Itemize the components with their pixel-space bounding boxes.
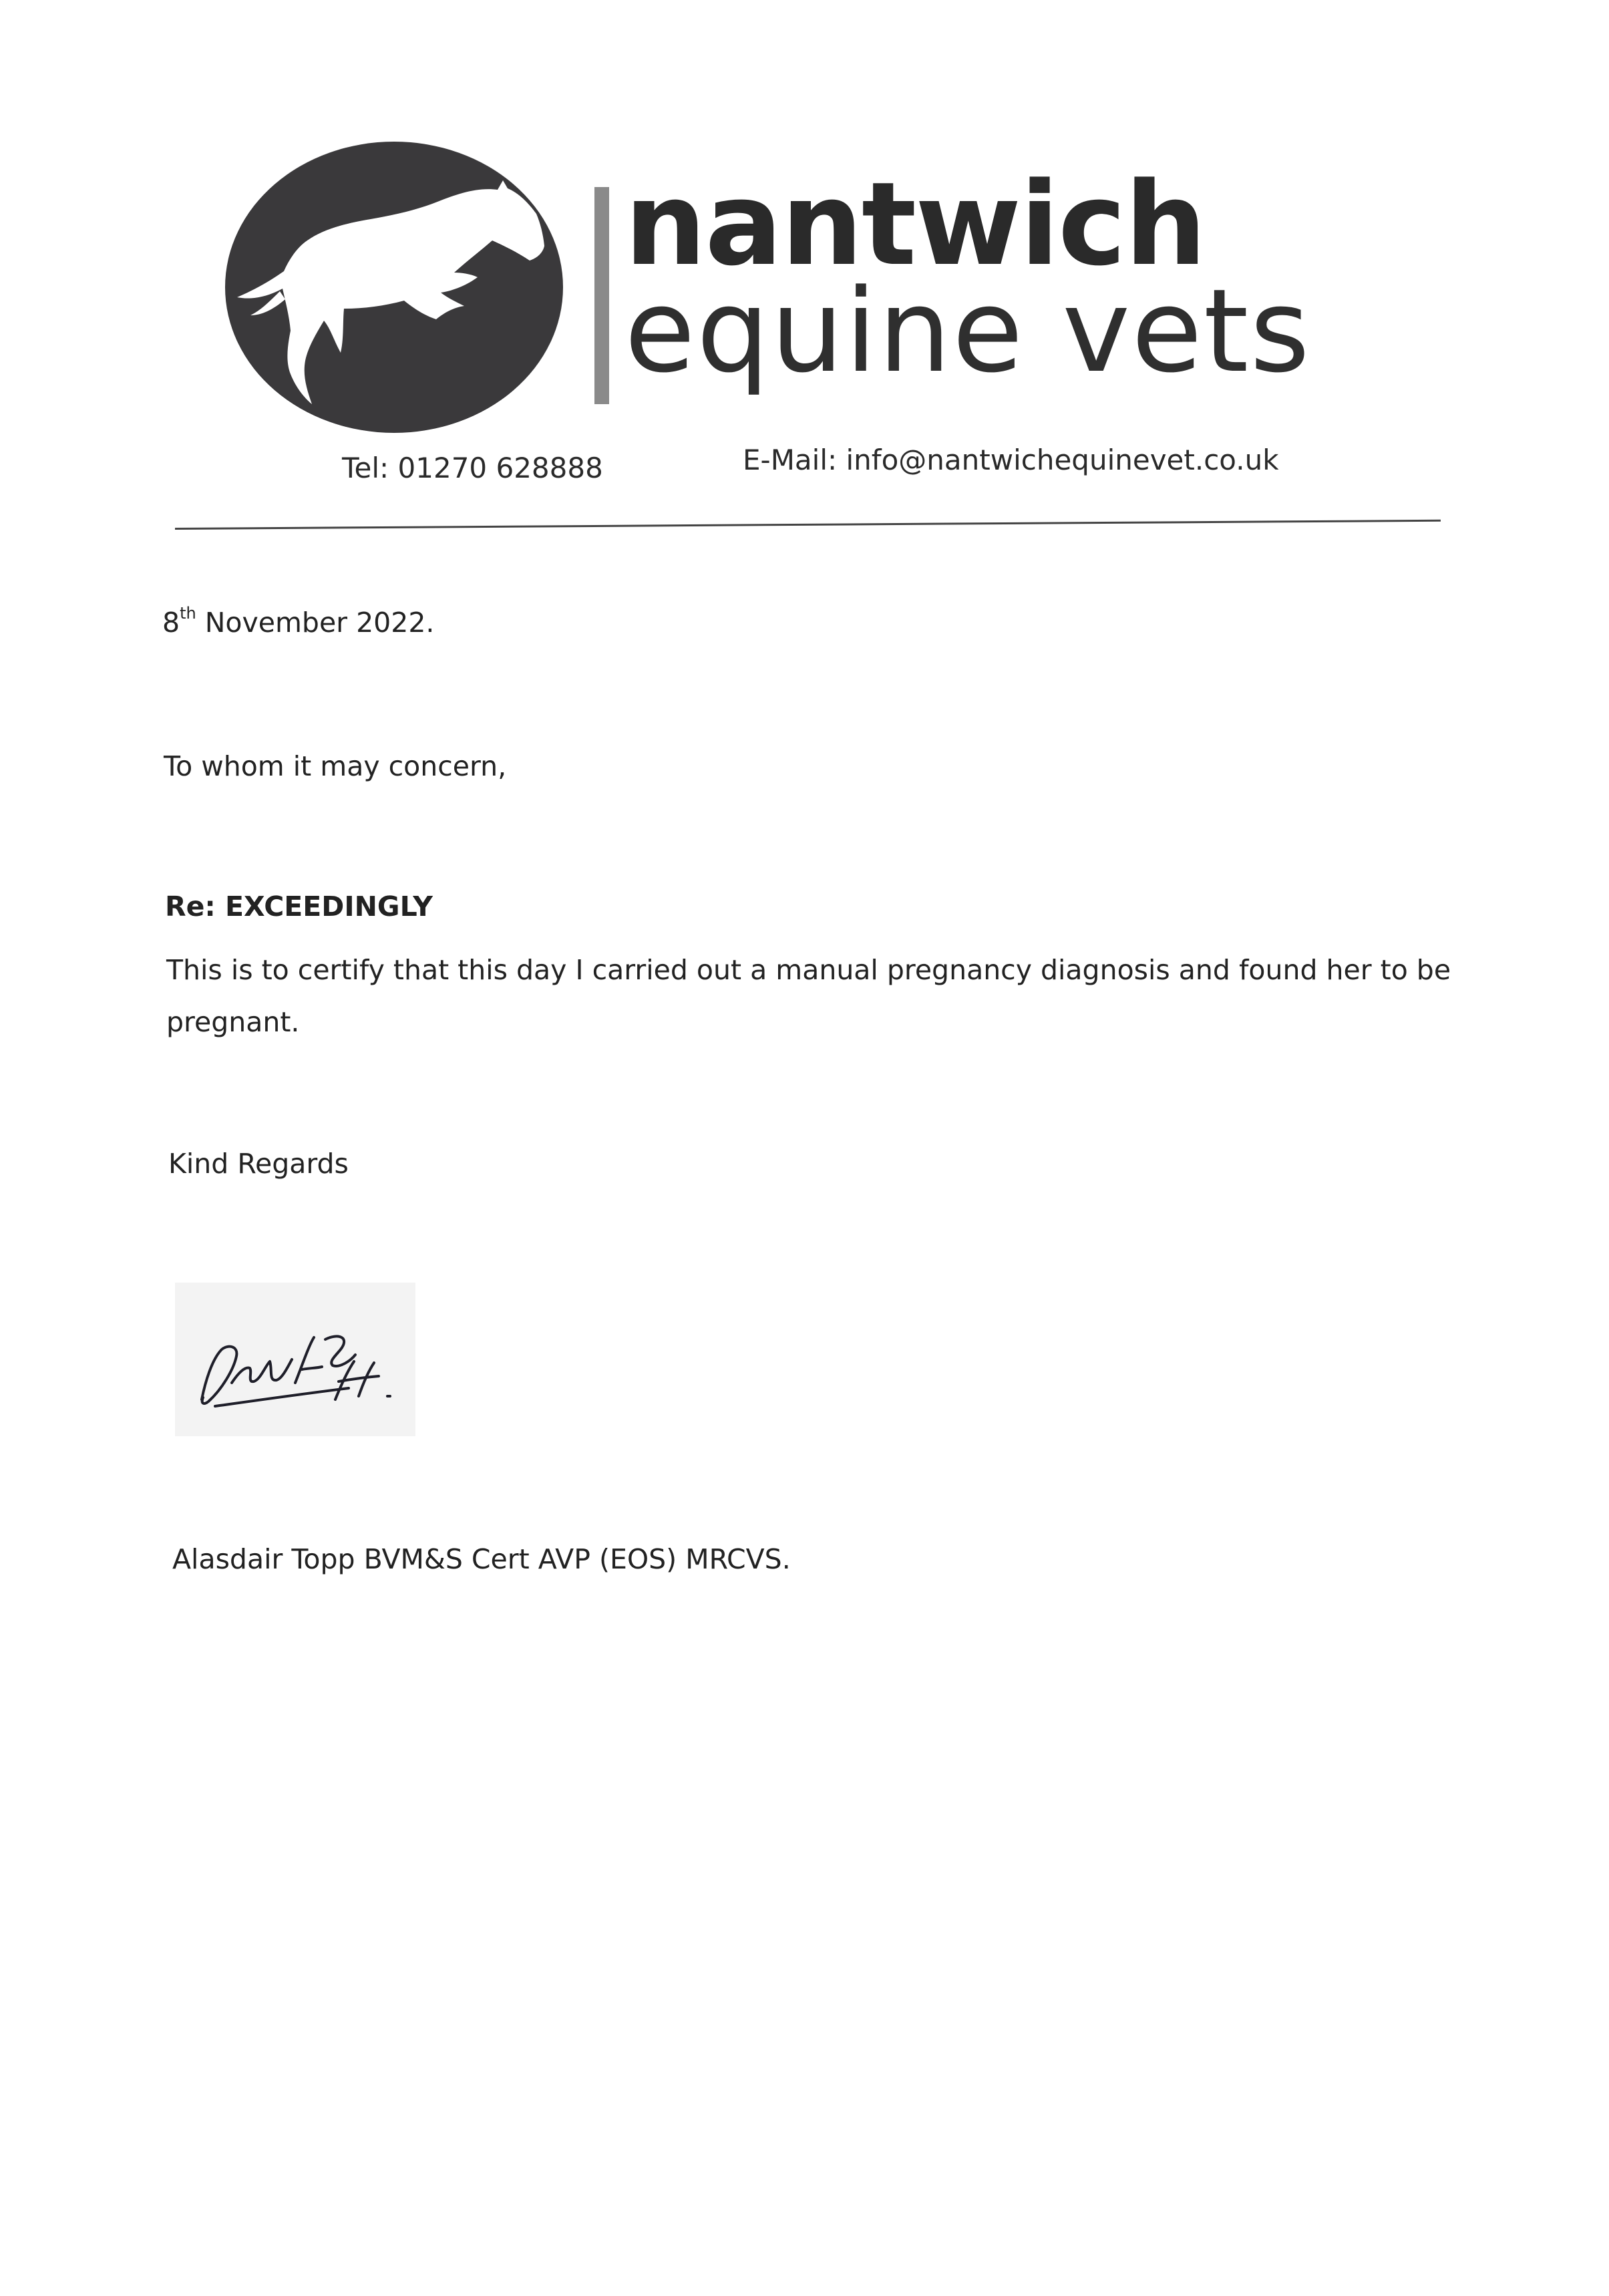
logo-divider-bar <box>594 187 609 404</box>
telephone-number: Tel: 01270 628888 <box>342 452 603 484</box>
handwritten-signature <box>175 1283 415 1436</box>
body-text-line: This is to certify that this day I carried out a manual pregnancy diagnosis and found her to be <box>166 954 1451 986</box>
header-rule <box>175 520 1441 530</box>
letterhead-logo <box>224 140 1311 441</box>
date-month-year: November 2022. <box>196 607 435 639</box>
signatory-name: Alasdair Topp BVM&S Cert AVP (EOS) MRCVS. <box>172 1543 791 1575</box>
brand-name-line2: equine vets <box>624 264 1311 398</box>
subject-line: Re: EXCEEDINGLY <box>165 890 433 923</box>
date-day: 8 <box>162 607 180 639</box>
closing: Kind Regards <box>168 1148 349 1180</box>
email-address: E-Mail: info@nantwichequinevet.co.uk <box>743 444 1279 476</box>
body-text-line: pregnant. <box>166 1006 300 1038</box>
letter-date <box>162 604 435 639</box>
salutation: To whom it may concern, <box>164 750 507 782</box>
horse-emblem-icon <box>224 140 564 434</box>
signature-icon <box>175 1283 415 1436</box>
brand-name-line1: nantwich <box>624 157 1206 291</box>
date-suffix: th <box>180 604 196 623</box>
